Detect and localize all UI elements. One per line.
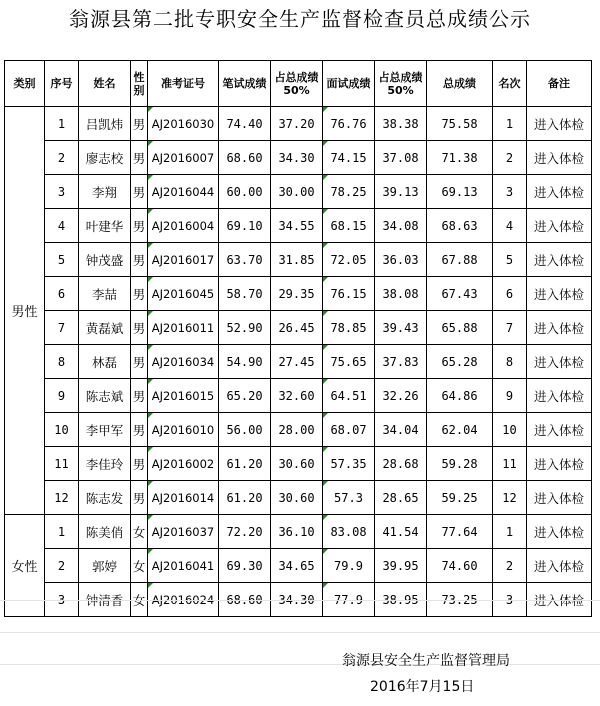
page-title [0, 0, 600, 44]
cell-written-50: 37.20 [271, 107, 323, 141]
cell-exam-no: AJ2016045 [148, 277, 219, 311]
cell-name: 陈志斌 [79, 379, 131, 413]
header-remark: 备注 [527, 61, 592, 107]
cell-name: 李翔 [79, 175, 131, 209]
cell-interview-score: 57.35 [323, 447, 375, 481]
cell-total-score: 73.25 [427, 583, 493, 617]
table-row [5, 481, 592, 515]
cell-category: 男性 [5, 107, 45, 515]
cell-name: 李喆 [79, 277, 131, 311]
cell-interview-score: 74.15 [323, 141, 375, 175]
cell-total-score: 67.43 [427, 277, 493, 311]
cell-remark: 进入体检 [527, 447, 592, 481]
table-row [5, 277, 592, 311]
cell-total-score: 75.58 [427, 107, 493, 141]
cell-interview-50: 34.08 [375, 209, 427, 243]
cell-interview-score: 68.07 [323, 413, 375, 447]
page-title-text: 翁源县第二批专职安全生产监督检查员总成绩公示 [69, 7, 531, 31]
cell-exam-no: AJ2016037 [148, 515, 219, 549]
cell-rank: 10 [493, 413, 527, 447]
cell-interview-50: 38.08 [375, 277, 427, 311]
cell-exam-no: AJ2016024 [148, 583, 219, 617]
cell-written-50: 36.10 [271, 515, 323, 549]
cell-written-score: 61.20 [219, 447, 271, 481]
cell-written-50: 31.85 [271, 243, 323, 277]
table-row [5, 515, 592, 549]
cell-interview-score: 78.25 [323, 175, 375, 209]
cell-written-score: 58.70 [219, 277, 271, 311]
cell-rank: 5 [493, 243, 527, 277]
cell-gender: 男 [131, 243, 148, 277]
cell-interview-score: 72.05 [323, 243, 375, 277]
cell-rank: 12 [493, 481, 527, 515]
header-interview-score: 面试成绩 [323, 61, 375, 107]
cell-interview-50: 36.03 [375, 243, 427, 277]
cell-interview-50: 37.08 [375, 141, 427, 175]
cell-gender: 男 [131, 175, 148, 209]
cell-interview-50: 39.95 [375, 549, 427, 583]
cell-gender: 男 [131, 481, 148, 515]
cell-gender: 男 [131, 447, 148, 481]
cell-name: 郭婷 [79, 549, 131, 583]
cell-total-score: 71.38 [427, 141, 493, 175]
cell-seq: 8 [45, 345, 79, 379]
cell-name: 廖志校 [79, 141, 131, 175]
cell-written-50: 30.00 [271, 175, 323, 209]
cell-name: 陈志发 [79, 481, 131, 515]
cell-seq: 10 [45, 413, 79, 447]
cell-category: 女性 [5, 515, 45, 617]
cell-written-50: 27.45 [271, 345, 323, 379]
cell-written-50: 30.60 [271, 447, 323, 481]
cell-written-score: 74.40 [219, 107, 271, 141]
cell-exam-no: AJ2016017 [148, 243, 219, 277]
header-name: 姓名 [79, 61, 131, 107]
cell-gender: 男 [131, 209, 148, 243]
cell-gender: 男 [131, 107, 148, 141]
cell-remark: 进入体检 [527, 311, 592, 345]
cell-written-50: 34.30 [271, 583, 323, 617]
cell-interview-score: 78.85 [323, 311, 375, 345]
cell-written-50: 34.55 [271, 209, 323, 243]
cell-seq: 5 [45, 243, 79, 277]
cell-total-score: 69.13 [427, 175, 493, 209]
cell-name: 陈美俏 [79, 515, 131, 549]
footer-organization: 翁源县安全生产监督管理局 [342, 653, 510, 669]
table-row [5, 447, 592, 481]
cell-interview-50: 37.83 [375, 345, 427, 379]
cell-interview-50: 28.65 [375, 481, 427, 515]
cell-rank: 8 [493, 345, 527, 379]
table-row [5, 345, 592, 379]
cell-gender: 男 [131, 413, 148, 447]
cell-interview-50: 38.95 [375, 583, 427, 617]
cell-name: 黄磊斌 [79, 311, 131, 345]
cell-exam-no: AJ2016041 [148, 549, 219, 583]
cell-total-score: 68.63 [427, 209, 493, 243]
cell-total-score: 74.60 [427, 549, 493, 583]
cell-exam-no: AJ2016034 [148, 345, 219, 379]
cell-remark: 进入体检 [527, 549, 592, 583]
cell-written-50: 30.60 [271, 481, 323, 515]
cell-rank: 4 [493, 209, 527, 243]
cell-remark: 进入体检 [527, 107, 592, 141]
cell-exam-no: AJ2016004 [148, 209, 219, 243]
cell-total-score: 62.04 [427, 413, 493, 447]
cell-total-score: 65.88 [427, 311, 493, 345]
cell-interview-score: 76.76 [323, 107, 375, 141]
table-row [5, 209, 592, 243]
cell-seq: 4 [45, 209, 79, 243]
cell-written-score: 68.60 [219, 583, 271, 617]
cell-written-score: 68.60 [219, 141, 271, 175]
cell-written-score: 69.30 [219, 549, 271, 583]
cell-written-50: 26.45 [271, 311, 323, 345]
cell-seq: 2 [45, 141, 79, 175]
cell-remark: 进入体检 [527, 141, 592, 175]
cell-written-score: 60.00 [219, 175, 271, 209]
cell-written-score: 54.90 [219, 345, 271, 379]
cell-exam-no: AJ2016007 [148, 141, 219, 175]
cell-interview-score: 76.15 [323, 277, 375, 311]
cell-written-score: 72.20 [219, 515, 271, 549]
header-gender: 性别 [131, 61, 148, 107]
cell-exam-no: AJ2016030 [148, 107, 219, 141]
results-table [4, 60, 592, 617]
cell-interview-score: 57.3 [323, 481, 375, 515]
cell-rank: 1 [493, 107, 527, 141]
cell-written-50: 28.00 [271, 413, 323, 447]
table-row [5, 141, 592, 175]
cell-written-score: 63.70 [219, 243, 271, 277]
cell-name: 钟清香 [79, 583, 131, 617]
cell-written-50: 34.30 [271, 141, 323, 175]
cell-remark: 进入体检 [527, 345, 592, 379]
cell-exam-no: AJ2016002 [148, 447, 219, 481]
cell-interview-50: 41.54 [375, 515, 427, 549]
cell-rank: 11 [493, 447, 527, 481]
sheet-gridline [0, 632, 600, 633]
cell-written-50: 32.60 [271, 379, 323, 413]
cell-remark: 进入体检 [527, 481, 592, 515]
table-row [5, 107, 592, 141]
table-row [5, 175, 592, 209]
cell-exam-no: AJ2016015 [148, 379, 219, 413]
table-header-row [5, 61, 592, 107]
cell-remark: 进入体检 [527, 277, 592, 311]
cell-rank: 3 [493, 175, 527, 209]
cell-rank: 6 [493, 277, 527, 311]
header-rank: 名次 [493, 61, 527, 107]
cell-exam-no: AJ2016010 [148, 413, 219, 447]
cell-written-score: 52.90 [219, 311, 271, 345]
header-seq: 序号 [45, 61, 79, 107]
cell-written-score: 56.00 [219, 413, 271, 447]
cell-written-score: 69.10 [219, 209, 271, 243]
cell-interview-score: 79.9 [323, 549, 375, 583]
cell-interview-50: 34.04 [375, 413, 427, 447]
cell-interview-score: 64.51 [323, 379, 375, 413]
cell-exam-no: AJ2016011 [148, 311, 219, 345]
cell-total-score: 65.28 [427, 345, 493, 379]
cell-remark: 进入体检 [527, 583, 592, 617]
cell-exam-no: AJ2016014 [148, 481, 219, 515]
cell-name: 钟茂盛 [79, 243, 131, 277]
cell-name: 李甲军 [79, 413, 131, 447]
cell-gender: 女 [131, 549, 148, 583]
sheet-gridline [0, 664, 600, 665]
cell-rank: 9 [493, 379, 527, 413]
cell-total-score: 67.88 [427, 243, 493, 277]
cell-seq: 11 [45, 447, 79, 481]
cell-remark: 进入体检 [527, 243, 592, 277]
cell-seq: 1 [45, 107, 79, 141]
cell-seq: 9 [45, 379, 79, 413]
cell-interview-score: 77.9 [323, 583, 375, 617]
cell-remark: 进入体检 [527, 379, 592, 413]
cell-interview-50: 39.13 [375, 175, 427, 209]
cell-seq: 3 [45, 583, 79, 617]
cell-total-score: 59.25 [427, 481, 493, 515]
table-row [5, 549, 592, 583]
cell-seq: 1 [45, 515, 79, 549]
table-row [5, 311, 592, 345]
cell-interview-50: 39.43 [375, 311, 427, 345]
cell-seq: 12 [45, 481, 79, 515]
sheet-gridline [0, 600, 600, 601]
cell-rank: 2 [493, 141, 527, 175]
table-row [5, 413, 592, 447]
cell-name: 李佳玲 [79, 447, 131, 481]
header-written-50: 占总成绩50% [271, 61, 323, 107]
cell-gender: 女 [131, 583, 148, 617]
cell-interview-50: 32.26 [375, 379, 427, 413]
cell-gender: 男 [131, 277, 148, 311]
header-category: 类别 [5, 61, 45, 107]
cell-total-score: 59.28 [427, 447, 493, 481]
cell-remark: 进入体检 [527, 515, 592, 549]
cell-gender: 男 [131, 141, 148, 175]
cell-interview-score: 75.65 [323, 345, 375, 379]
cell-interview-score: 68.15 [323, 209, 375, 243]
cell-remark: 进入体检 [527, 413, 592, 447]
cell-gender: 女 [131, 515, 148, 549]
cell-name: 林磊 [79, 345, 131, 379]
cell-gender: 男 [131, 379, 148, 413]
cell-rank: 2 [493, 549, 527, 583]
header-total-score: 总成绩 [427, 61, 493, 107]
cell-total-score: 64.86 [427, 379, 493, 413]
cell-interview-50: 38.38 [375, 107, 427, 141]
cell-name: 吕凯炜 [79, 107, 131, 141]
cell-name: 叶建华 [79, 209, 131, 243]
cell-written-50: 34.65 [271, 549, 323, 583]
cell-remark: 进入体检 [527, 209, 592, 243]
cell-interview-score: 83.08 [323, 515, 375, 549]
cell-interview-50: 28.68 [375, 447, 427, 481]
table-row [5, 243, 592, 277]
header-written-score: 笔试成绩 [219, 61, 271, 107]
cell-seq: 3 [45, 175, 79, 209]
header-interview-50: 占总成绩50% [375, 61, 427, 107]
table-row [5, 379, 592, 413]
cell-written-score: 65.20 [219, 379, 271, 413]
cell-seq: 2 [45, 549, 79, 583]
footer-date: 2016年7月15日 [370, 679, 475, 695]
cell-seq: 6 [45, 277, 79, 311]
cell-gender: 男 [131, 345, 148, 379]
cell-seq: 7 [45, 311, 79, 345]
cell-rank: 7 [493, 311, 527, 345]
cell-exam-no: AJ2016044 [148, 175, 219, 209]
cell-rank: 3 [493, 583, 527, 617]
cell-remark: 进入体检 [527, 175, 592, 209]
cell-rank: 1 [493, 515, 527, 549]
cell-written-score: 61.20 [219, 481, 271, 515]
cell-written-50: 29.35 [271, 277, 323, 311]
cell-total-score: 77.64 [427, 515, 493, 549]
cell-gender: 男 [131, 311, 148, 345]
header-exam-no: 准考证号 [148, 61, 219, 107]
